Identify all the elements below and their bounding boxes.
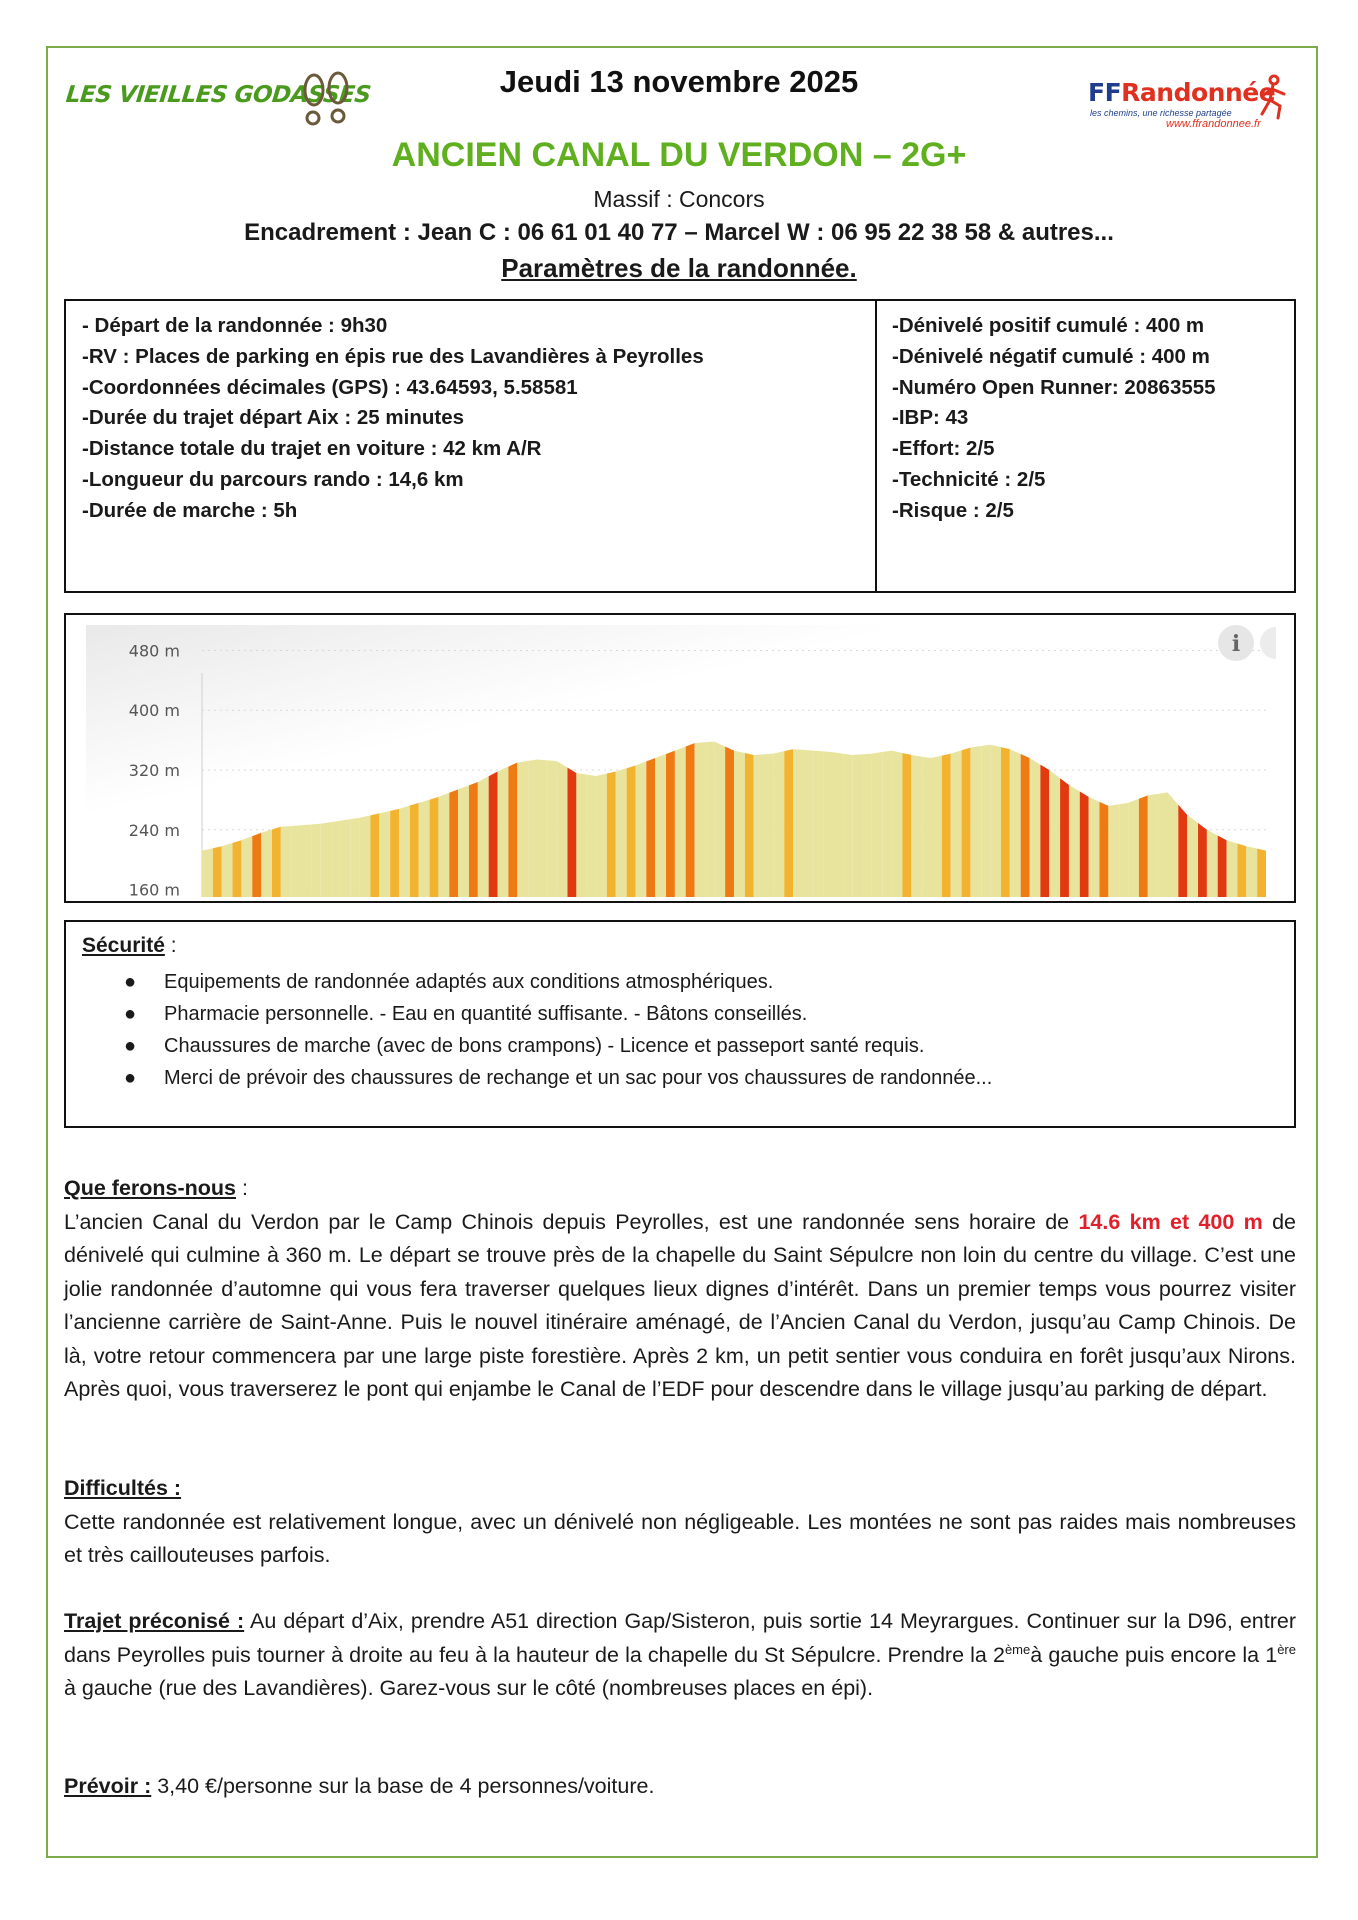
elevation-segment bbox=[863, 754, 872, 897]
elevation-segment bbox=[202, 848, 213, 897]
elevation-segment bbox=[419, 800, 430, 897]
section-difficulty-text: Cette randonnée est relativement longue, avec un dénivelé non négligeable. Les montées ne sont pas raides mais nombreuses et très caillouteuses parfois. bbox=[64, 1509, 1296, 1567]
elevation-segment bbox=[1187, 815, 1198, 897]
param-item: -Durée du trajet départ Aix : 25 minutes bbox=[82, 406, 464, 430]
elevation-segment bbox=[843, 754, 852, 897]
hike-title: ANCIEN CANAL DU VERDON – 2G+ bbox=[391, 136, 967, 174]
elevation-segment bbox=[568, 768, 577, 897]
params-heading: Paramètres de la randonnée. bbox=[501, 253, 857, 283]
elevation-segment bbox=[1246, 846, 1257, 897]
elevation-segment bbox=[596, 774, 607, 897]
elevation-segment bbox=[1010, 749, 1021, 897]
elevation-segment bbox=[627, 766, 636, 897]
elevation-segment bbox=[1069, 785, 1080, 897]
elevation-segment bbox=[252, 833, 261, 897]
elevation-segment bbox=[1049, 770, 1060, 897]
elevation-segment bbox=[1089, 797, 1100, 897]
info-icon-glyph: i bbox=[1231, 631, 1241, 657]
section-cost-text: 3,40 €/personne sur la base de 4 personnes/voiture. bbox=[151, 1774, 655, 1798]
safety-list bbox=[106, 966, 992, 1094]
ffr-logo-url: www.ffrandonnee.fr bbox=[1166, 118, 1261, 130]
elevation-segment bbox=[1080, 792, 1089, 897]
y-tick-label: 160 m bbox=[128, 880, 180, 897]
elevation-segment bbox=[734, 751, 745, 897]
safety-item: ● Chaussures de marche (avec de bons crampons) - Licence et passeport santé requis. bbox=[106, 1030, 992, 1062]
elevation-segment bbox=[1167, 792, 1178, 897]
elevation-segment bbox=[301, 824, 312, 897]
elevation-segment bbox=[233, 840, 242, 897]
elevation-segment bbox=[1060, 778, 1069, 897]
elevation-segment bbox=[478, 776, 489, 897]
elevation-chart bbox=[86, 625, 1276, 897]
elevation-segment bbox=[1148, 794, 1159, 897]
safety-item: ● Equipements de randonnée adaptés aux conditions atmosphériques. bbox=[106, 966, 992, 998]
section-what-highlight: 14.6 km et 400 m bbox=[1078, 1209, 1263, 1234]
param-item: -Dénivelé négatif cumulé : 400 m bbox=[892, 344, 1210, 368]
elevation-segment bbox=[213, 846, 222, 897]
staff-contacts: Encadrement : Jean C : 06 61 01 40 77 – Marcel W : 06 95 22 38 58 & autres... bbox=[244, 219, 1114, 246]
elevation-segment bbox=[311, 824, 320, 897]
elevation-segment bbox=[990, 745, 1001, 897]
elevation-segment bbox=[1227, 840, 1238, 897]
elevation-segment bbox=[981, 745, 990, 897]
elevation-segment bbox=[438, 793, 449, 897]
hiker-icon bbox=[1254, 74, 1290, 120]
elevation-segment bbox=[1040, 765, 1049, 897]
elevation-segment bbox=[970, 746, 981, 897]
param-item: -Effort: 2/5 bbox=[892, 437, 995, 461]
elevation-segment bbox=[655, 754, 666, 897]
section-cost bbox=[64, 1770, 1296, 1804]
elevation-segment bbox=[557, 761, 568, 897]
elevation-segment bbox=[1001, 747, 1010, 897]
elevation-segment bbox=[784, 749, 793, 897]
params-right-list bbox=[892, 311, 1216, 527]
elevation-segment bbox=[705, 742, 714, 897]
elevation-segment bbox=[261, 829, 272, 897]
elevation-segment bbox=[725, 747, 734, 897]
elevation-segment bbox=[666, 751, 675, 897]
elevation-segment bbox=[695, 742, 706, 897]
elevation-segment bbox=[646, 758, 655, 897]
elevation-segment bbox=[1021, 754, 1030, 897]
elevation-segment bbox=[360, 815, 371, 897]
elevation-segment bbox=[340, 819, 351, 897]
section-difficulty-heading: Difficultés : bbox=[64, 1476, 182, 1500]
elevation-segment bbox=[902, 753, 911, 897]
elevation-segment bbox=[399, 806, 410, 897]
param-item: -Risque : 2/5 bbox=[892, 498, 1014, 522]
param-item: -Coordonnées décimales (GPS) : 43.64593, 5.58581 bbox=[82, 375, 578, 399]
elevation-segment bbox=[469, 782, 478, 897]
elevation-segment bbox=[320, 822, 331, 897]
elevation-segment bbox=[390, 809, 399, 897]
elevation-segment bbox=[1030, 758, 1041, 897]
elevation-segment bbox=[607, 771, 616, 897]
bullet-icon: ● bbox=[124, 1035, 137, 1057]
params-left-list bbox=[82, 311, 704, 527]
section-route: Trajet préconisé : Au départ d’Aix, prendre A51 direction Gap/Sisteron, puis sortie 14 Meyrargues. Continuer sur la D96, entrer dans Peyrolles puis tourner à droite au feu à la hauteur de la chapelle du St Sépulcre. Prendre la 2èmeà gauche puis encore la 1ère à gauche (rue des Lavandières). Garez-vous sur le côté (nombreuses places en épi). bbox=[64, 1609, 1296, 1700]
elevation-segment bbox=[430, 797, 439, 897]
elevation-segment bbox=[458, 785, 469, 897]
elevation-segment bbox=[1198, 823, 1207, 897]
elevation-segment bbox=[754, 754, 765, 897]
elevation-segment bbox=[616, 768, 627, 897]
elevation-segment bbox=[1100, 802, 1109, 897]
elevation-segment bbox=[931, 756, 942, 897]
elevation-segment bbox=[745, 753, 754, 897]
elevation-segment bbox=[922, 757, 931, 897]
safety-heading: Sécurité : bbox=[82, 934, 177, 957]
elevation-segment bbox=[351, 818, 360, 897]
elevation-segment bbox=[1218, 836, 1227, 897]
elevation-segment bbox=[686, 743, 695, 897]
param-item: -Technicité : 2/5 bbox=[892, 467, 1046, 491]
elevation-segment bbox=[272, 827, 281, 897]
ffrandonnee-logo bbox=[1080, 74, 1290, 134]
elevation-segment bbox=[1178, 805, 1187, 897]
y-tick-label: 480 m bbox=[128, 641, 180, 661]
elevation-segment bbox=[765, 754, 774, 897]
section-what: Que ferons-nous : L’ancien Canal du Verdon par le Camp Chinois depuis Peyrolles, est une randonnée sens horaire de 14.6 km et 400 m de dénivelé qui culmine à 360 m. Le départ se trouve près de la chapelle du Saint Sépulcre non loin du centre du village. C’est une jolie randonnée d’automne qui vous fera traverser quelques lieux dignes d’intérêt. Dans un premier temps vous pourrez visiter l’ancienne carrière de Saint-Anne. Puis le nouvel itinéraire aménagé, de l’Ancien Canal du Verdon, jusqu’au Camp Chinois. De là, votre retour commencera par une large piste forestière. Après 2 km, un petit sentier vous conduira en forêt jusqu’aux Nirons. Après quoi, vous traverserez le pont qui enjambe le Canal de l’EDF pour descendre dans le village jusqu’au parking de départ. bbox=[64, 1176, 1296, 1401]
y-tick-label: 320 m bbox=[128, 761, 180, 780]
param-item: -Distance totale du trajet en voiture : 42 km A/R bbox=[82, 437, 542, 461]
param-item: -Durée de marche : 5h bbox=[82, 498, 298, 522]
safety-box bbox=[64, 920, 1296, 1128]
elevation-segment bbox=[911, 755, 922, 897]
elevation-segment bbox=[537, 760, 548, 897]
y-tick-label: 400 m bbox=[128, 701, 180, 721]
hike-date: Jeudi 13 novembre 2025 bbox=[499, 64, 859, 99]
section-route-heading: Trajet préconisé : bbox=[64, 1609, 245, 1633]
elevation-segment bbox=[635, 761, 646, 897]
elevation-chart-svg bbox=[86, 625, 1276, 897]
elevation-segment bbox=[498, 767, 509, 897]
elevation-segment bbox=[576, 773, 587, 897]
elevation-segment bbox=[773, 751, 784, 897]
massif-label: Massif : Concors bbox=[593, 186, 765, 212]
elevation-segment bbox=[714, 742, 725, 897]
ffr-logo-title: FFRandonnée bbox=[1088, 78, 1276, 107]
elevation-segment bbox=[379, 811, 390, 897]
elevation-segment bbox=[675, 746, 686, 897]
elevation-segment bbox=[892, 751, 903, 897]
elevation-segment bbox=[1139, 795, 1148, 897]
safety-item: ● Pharmacie personnelle. - Eau en quantité suffisante. - Bâtons conseillés. bbox=[106, 998, 992, 1030]
elevation-segment bbox=[449, 789, 458, 897]
elevation-segment bbox=[813, 751, 824, 897]
param-item: -IBP: 43 bbox=[892, 406, 969, 430]
param-item: -Dénivelé positif cumulé : 400 m bbox=[892, 314, 1205, 337]
section-cost-heading: Prévoir : bbox=[64, 1774, 152, 1798]
elevation-segment bbox=[548, 760, 557, 897]
elevation-segment bbox=[793, 749, 804, 897]
params-box bbox=[64, 299, 1296, 593]
elevation-segment bbox=[1108, 804, 1119, 897]
elevation-segment bbox=[1237, 844, 1246, 897]
elevation-segment bbox=[489, 771, 498, 897]
elevation-segment bbox=[883, 751, 892, 897]
safety-item: ● Merci de prévoir des chaussures de rechange et un sac pour vos chaussures de randonnée... bbox=[106, 1062, 992, 1094]
param-item: -Numéro Open Runner: 20863555 bbox=[892, 375, 1216, 399]
section-what-heading: Que ferons-nous bbox=[64, 1176, 237, 1200]
bullet-icon: ● bbox=[124, 1003, 137, 1025]
elevation-segment bbox=[833, 752, 844, 897]
elevation-segment bbox=[292, 825, 301, 897]
elevation-segment bbox=[587, 775, 596, 897]
elevation-segment bbox=[517, 761, 528, 897]
bullet-icon: ● bbox=[124, 971, 137, 993]
elevation-segment bbox=[528, 760, 537, 897]
elevation-segment bbox=[1207, 830, 1218, 897]
section-what-text: L’ancien Canal du Verdon par le Camp Chinois depuis Peyrolles, est une randonnée sens horaire de bbox=[64, 1209, 1079, 1234]
club-logo-text: LES VIEILLES GODASSES bbox=[64, 82, 372, 108]
elevation-segment bbox=[852, 754, 863, 897]
elevation-segment bbox=[222, 843, 233, 897]
y-tick-label: 240 m bbox=[128, 820, 180, 840]
param-item: -Longueur du parcours rando : 14,6 km bbox=[82, 467, 464, 491]
elevation-segment bbox=[1159, 792, 1168, 897]
param-item: -RV : Places de parking en épis rue des Lavandières à Peyrolles bbox=[82, 344, 704, 368]
section-difficulty bbox=[64, 1472, 1296, 1573]
elevation-segment bbox=[872, 752, 883, 897]
elevation-segment bbox=[1257, 849, 1266, 897]
elevation-segment bbox=[241, 836, 252, 897]
params-divider bbox=[875, 301, 877, 591]
elevation-segment bbox=[942, 754, 951, 897]
elevation-segment bbox=[951, 750, 962, 897]
bullet-icon: ● bbox=[124, 1067, 137, 1089]
param-item: - Départ de la randonnée : 9h30 bbox=[82, 314, 388, 337]
elevation-segment bbox=[281, 826, 292, 897]
elevation-segment bbox=[370, 813, 379, 897]
elevation-segment bbox=[508, 763, 517, 897]
elevation-segment bbox=[410, 803, 419, 897]
elevation-segment bbox=[331, 821, 340, 897]
elevation-segment bbox=[824, 751, 833, 897]
elevation-segment bbox=[1128, 799, 1139, 897]
elevation-segment bbox=[804, 750, 813, 897]
elevation-segment bbox=[1119, 803, 1128, 897]
elevation-segment bbox=[962, 748, 971, 897]
ffr-logo-slogan: les chemins, une richesse partagée bbox=[1090, 108, 1232, 118]
elevation-chart-box bbox=[64, 613, 1296, 903]
